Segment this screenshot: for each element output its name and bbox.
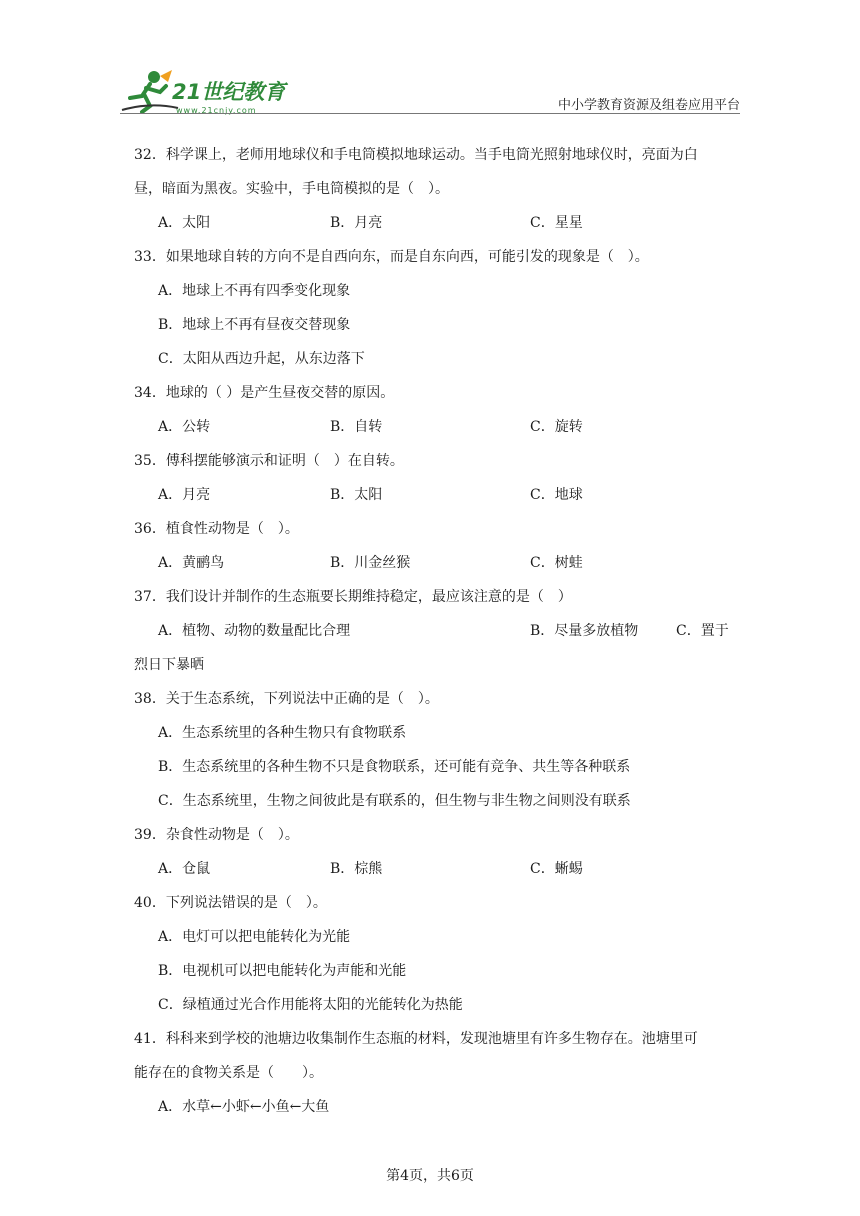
question-text: 41．科科来到学校的池塘边收集制作生态瓶的材料，发现池塘里有许多生物存在。池塘里可 bbox=[134, 1031, 698, 1047]
runner-logo-icon bbox=[120, 68, 180, 114]
option-row bbox=[134, 478, 734, 512]
question-text: 36．植食性动物是（ ）。 bbox=[134, 521, 299, 537]
option[interactable]: C．星星 bbox=[530, 215, 583, 231]
option[interactable]: A．仓鼠 bbox=[158, 861, 211, 877]
question-text: 39．杂食性动物是（ ）。 bbox=[134, 827, 299, 843]
option[interactable]: B．地球上不再有昼夜交替现象 bbox=[158, 317, 351, 333]
option[interactable]: B．太阳 bbox=[330, 487, 383, 503]
option[interactable]: A．地球上不再有四季变化现象 bbox=[158, 283, 351, 299]
option[interactable]: B．生态系统里的各种生物不只是食物联系，还可能有竞争、共生等各种联系 bbox=[158, 759, 631, 775]
option[interactable]: C．太阳从西边升起，从东边落下 bbox=[158, 351, 365, 367]
option[interactable]: A．植物、动物的数量配比合理 bbox=[158, 623, 351, 639]
header-divider bbox=[120, 113, 740, 114]
option[interactable]: C．树蛙 bbox=[530, 555, 583, 571]
option[interactable]: B．月亮 bbox=[330, 215, 383, 231]
question-text: 34．地球的（ ）是产生昼夜交替的原因。 bbox=[134, 385, 395, 401]
option-row bbox=[134, 410, 734, 444]
option[interactable]: C．绿植通过光合作用能将太阳的光能转化为热能 bbox=[158, 997, 463, 1013]
option[interactable]: B．电视机可以把电能转化为声能和光能 bbox=[158, 963, 407, 979]
option[interactable]: C．旋转 bbox=[530, 419, 583, 435]
question-text: 35．傅科摆能够演示和证明（ ）在自转。 bbox=[134, 453, 404, 469]
logo-url: www.21cnjy.com bbox=[176, 106, 257, 115]
option-row bbox=[134, 852, 734, 886]
option-continuation: 烈日下暴晒 bbox=[134, 657, 204, 673]
logo bbox=[120, 68, 360, 114]
question-text: 32．科学课上，老师用地球仪和手电筒模拟地球运动。当手电筒光照射地球仪时，亮面为白 bbox=[134, 147, 698, 163]
option-row bbox=[134, 614, 734, 648]
option-row bbox=[134, 546, 734, 580]
option[interactable]: A．太阳 bbox=[158, 215, 211, 231]
question-list bbox=[134, 138, 734, 1124]
page-footer: 第4页，共6页 bbox=[386, 1168, 474, 1184]
question-text: 38．关于生态系统，下列说法中正确的是（ ）。 bbox=[134, 691, 439, 707]
page-header bbox=[120, 60, 740, 118]
question-text: 40．下列说法错误的是（ ）。 bbox=[134, 895, 327, 911]
question-text: 昼，暗面为黑夜。实验中，手电筒模拟的是（ ）。 bbox=[134, 181, 449, 197]
option[interactable]: A．月亮 bbox=[158, 487, 211, 503]
question-text: 33．如果地球自转的方向不是自西向东，而是自东向西，可能引发的现象是（ ）。 bbox=[134, 249, 649, 265]
question-text: 能存在的食物关系是（ ）。 bbox=[134, 1065, 323, 1081]
option[interactable]: B．棕熊 bbox=[330, 861, 383, 877]
option[interactable]: B．尽量多放植物 bbox=[530, 623, 639, 639]
option[interactable]: A．黄鹂鸟 bbox=[158, 555, 225, 571]
option[interactable]: C．蜥蜴 bbox=[530, 861, 583, 877]
option[interactable]: C．地球 bbox=[530, 487, 583, 503]
option[interactable]: A．公转 bbox=[158, 419, 211, 435]
option[interactable]: A．水草←小虾←小鱼←大鱼 bbox=[158, 1099, 330, 1115]
option-row bbox=[134, 206, 734, 240]
option[interactable]: B．自转 bbox=[330, 419, 383, 435]
option[interactable]: A．生态系统里的各种生物只有食物联系 bbox=[158, 725, 407, 741]
option[interactable]: B．川金丝猴 bbox=[330, 555, 411, 571]
question-text: 37．我们设计并制作的生态瓶要长期维持稳定，最应该注意的是（ ） bbox=[134, 589, 572, 605]
option[interactable]: A．电灯可以把电能转化为光能 bbox=[158, 929, 351, 945]
platform-title: 中小学教育资源及组卷应用平台 bbox=[557, 98, 740, 113]
option[interactable]: C．置于 bbox=[676, 623, 729, 639]
logo-text: 21世纪教育 bbox=[172, 80, 286, 104]
option[interactable]: C．生态系统里，生物之间彼此是有联系的，但生物与非生物之间则没有联系 bbox=[158, 793, 631, 809]
